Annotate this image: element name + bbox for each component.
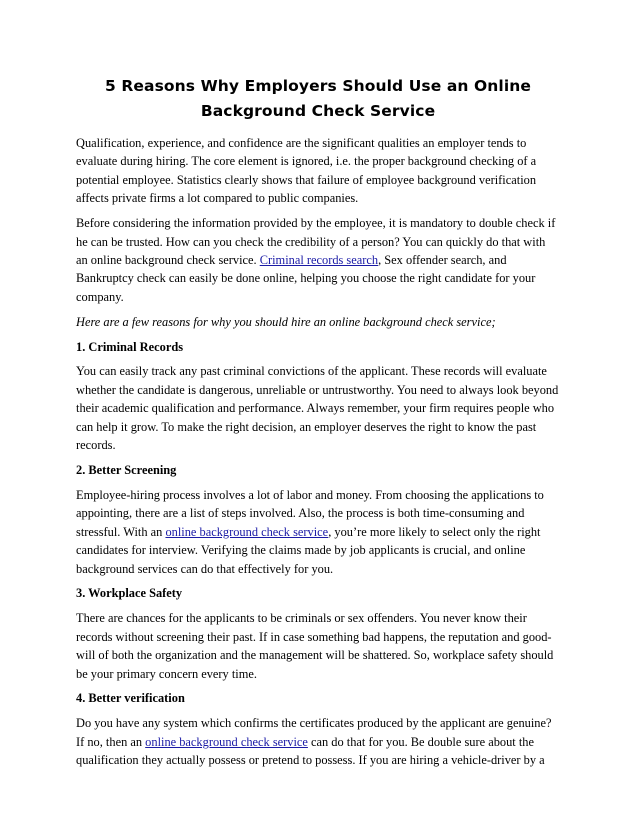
- document-title: 5 Reasons Why Employers Should Use an Online Background Check Service: [104, 77, 531, 120]
- intro-paragraph: Qualification, experience, and confidence are the significant qualities an employer tends to evaluate during hiring. The core element is ignored, i.e. the proper background checking of a potential employee. Statistics clearly shows that failure of employee background verification affects private firms a lot compared to public companies.: [76, 136, 537, 206]
- verification-text-start: Do you have any system which confirms the certificates produced by the applicant are genuine? If no, then an: [76, 716, 552, 749]
- credibility-text-end: , Sex offender search, and Bankruptcy check can easily be done online, helping you choose the right candidate for your company.: [76, 252, 536, 304]
- section-heading-better-verification: 4. Better verification: [76, 691, 185, 706]
- section-text-better-verification: [76, 714, 560, 769]
- section-text-better-screening: [76, 486, 560, 578]
- section-heading-better-screening: 2. Better Screening: [76, 463, 177, 477]
- screening-text-end: , you’re more likely to select only the right candidates for interview. Verifying the claims made by job applicants is crucial, and online background services can do that effectively for you.: [76, 524, 541, 576]
- section-text-criminal-records: You can easily track any past criminal convictions of the applicant. These records will evaluate whether the candidate is dangerous, unreliable or untrustworthy. You need to always look beyond their academic qualification and performance. Always remember, your firm requires people who can help it grow. To make the right decision, an employer deserves the right to know the past records.: [76, 364, 559, 453]
- reasons-intro: Here are a few reasons for why you should hire an online background check service;: [76, 314, 496, 329]
- credibility-text-start: Before considering the information provided by the employee, it is mandatory to double check if he can be trusted. How can you check the credibility of a person? You can quickly do that with an online background check service.: [76, 216, 556, 267]
- section-heading-workplace-safety: 3. Workplace Safety: [76, 586, 183, 601]
- verification-text-end: can do that for you. Be double sure about the qualification they actually possess or pretend to possess. If you are hiring a vehicle-driver by a: [76, 734, 545, 768]
- online-background-check-link[interactable]: online background check service: [165, 524, 329, 539]
- section-text-workplace-safety: There are chances for the applicants to be criminals or sex offenders. You never know their records without screening their past. If in case something bad happens, the reputation and good-will of both the organization and the management will be shattered. So, workplace safety should be your primary concern every time.: [76, 611, 554, 681]
- credibility-paragraph: [76, 214, 560, 306]
- screening-text-start: Employee-hiring process involves a lot of labor and money. From choosing the applications to appointing, there are a list of steps involved. Also, the process is both time-consuming and stressful. With an: [76, 487, 544, 539]
- section-heading-criminal-records: 1. Criminal Records: [76, 339, 184, 354]
- criminal-records-search-link[interactable]: Criminal records search: [259, 252, 379, 267]
- online-background-check-link-2[interactable]: online background check service: [145, 734, 308, 749]
